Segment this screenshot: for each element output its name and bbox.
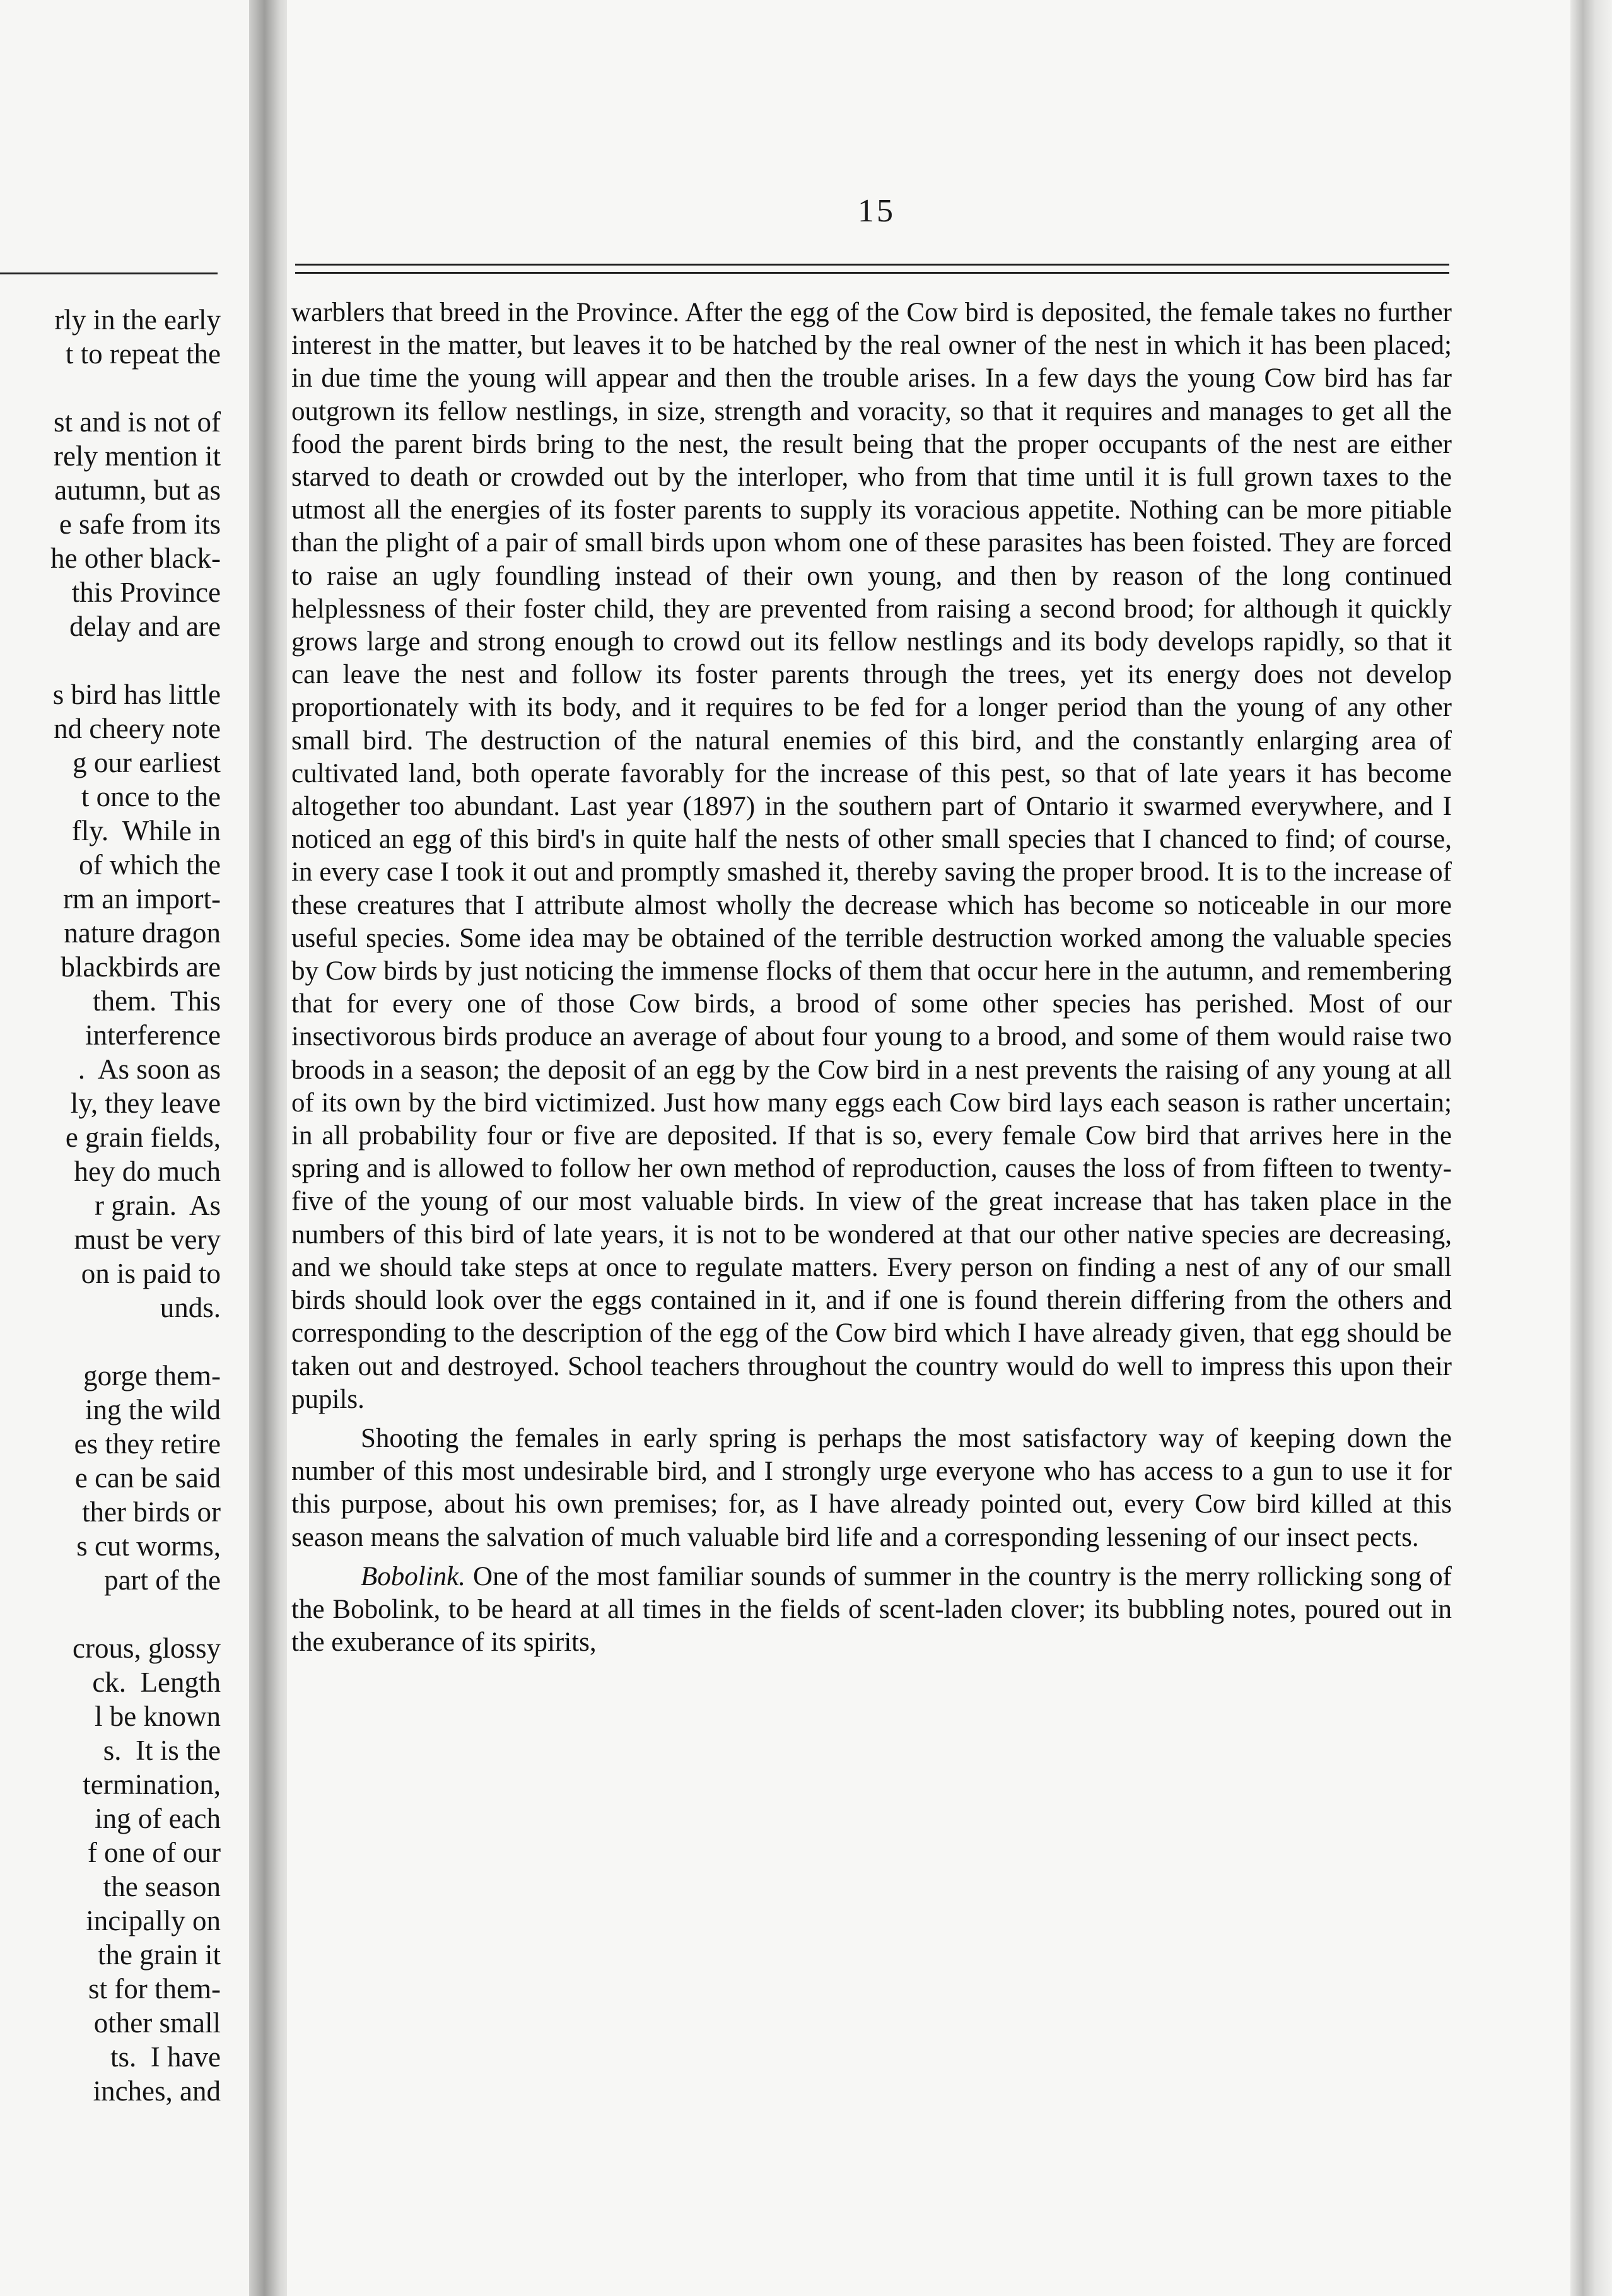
left-fragment-line: interference bbox=[85, 1019, 221, 1051]
left-fragment-line: crous, glossy bbox=[73, 1632, 221, 1664]
left-fragment-line bbox=[0, 371, 221, 405]
left-fragment-line: rly in the early bbox=[54, 304, 221, 336]
page-edge bbox=[1570, 0, 1612, 2296]
paragraph-cowbird bbox=[291, 296, 1452, 1416]
left-fragment-line: blackbirds are bbox=[61, 951, 221, 983]
left-fragment-line: e can be said bbox=[74, 1462, 221, 1494]
paragraph-text: Shooting the females in early spring is perhaps the most satisfactory way of keeping down the number of this most undesirable bird, and I strongly urge everyone who has access to a gun to use it for this purpose, about his own premises; for, as I have already pointed out, every Cow bird killed at this season means the salvation of much valuable bird life and a corresponding lessening of our insect pects. bbox=[291, 1423, 1452, 1552]
page-number: 15 bbox=[858, 193, 896, 229]
left-fragment-line: gorge them- bbox=[83, 1360, 221, 1391]
paragraph-text: warblers that breed in the Province. After the egg of the Cow bird is deposited, the female takes no further interest in the matter, but leaves it to be hatched by the real owner of the nest in which it has been placed; in due time the young will appear and then the trouble arises. In a few days the young Cow bird has far outgrown its fellow nestlings, in size, strength and voracity, so that it requires and manages to get all the food the parent birds bring to the nest, the result being that the proper occupants of the nest are either starved to death or crowded out by the interloper, who from that time until it is full grown taxes to the utmost all the energies of its foster parents to supply its voracious appetite. Nothing can be more pitiable than the plight of a pair of small birds upon whom one of these parasites has been foisted. They are forced to raise an ugly foundling instead of their own young, and then by reason of the long continued helplessness of their foster child, they are prevented from raising a second brood; for although it quickly grows large and strong enough to crowd out its fellow nestlings and its body develops rapidly, so that it can leave the nest and follow its foster parents through the trees, yet its energy does not develop proportionately with its body, and it requires to be fed for a longer period than the young of any other small bird. The destruction of the natural enemies of this bird, and the constantly enlarging area of cultivated land, both operate favorably for the increase of this pest, so that of late years it has become altogether too abundant. Last year (1897) in the southern part of Ontario it swarmed everywhere, and I noticed an egg of this bird's in quite half the nests of other small species that I chanced to find; of course, in every case I took it out and promptly smashed it, thereby saving the proper brood. It is to the increase of these creatures that I attribute almost wholly the decrease which has become so noticeable in our more useful species. Some idea may be obtained of the terrible destruction worked among the valuable species by Cow birds by just noticing the immense flocks of them that occur here in the autumn, and remembering that for every one of those Cow birds, a brood of some other species has perished. Most of our insectivorous birds produce an average of about four young to a brood, and some of them would raise two broods in a season; the deposit of an egg by the Cow bird in a nest prevents the raising of any young at all of its own by the bird victimized. Just how many eggs each Cow bird lays each season is rather uncertain; in all probability four or five are deposited. If that is so, every female Cow bird that arrives here in the spring and is allowed to follow her own method of reproduction, causes the loss of from fifteen to twenty-five of the young of our most valuable birds. In view of the great increase that has taken place in the numbers of this bird of late years, it is not to be wondered at that our other native species are decreasing, and we should take steps at once to regulate matters. Every person on finding a nest of any of our small birds should look over the eggs contained in it, and if one is found therein differing from the others and corresponding to the description of the egg of the Cow bird which I have already given, that egg should be taken out and destroyed. School teachers throughout the country would do well to impress this upon their pupils. bbox=[291, 298, 1452, 1414]
paragraph-bobolink bbox=[291, 1561, 1452, 1660]
left-fragment-line: st for them- bbox=[88, 1973, 221, 2005]
left-fragment-line: s. It is the bbox=[103, 1735, 221, 1766]
left-fragment-line: ing the wild bbox=[85, 1394, 221, 1426]
left-fragment-line: ts. I have bbox=[110, 2041, 221, 2073]
left-fragment-line: ly, they leave bbox=[70, 1087, 221, 1119]
left-fragment-line: s cut worms, bbox=[76, 1530, 221, 1562]
left-page-rule bbox=[0, 272, 218, 274]
left-fragment-line: them. This bbox=[93, 985, 221, 1017]
left-fragment-line: fly. While in bbox=[71, 815, 221, 846]
left-fragment-line: st and is not of bbox=[54, 406, 221, 438]
header-double-rule bbox=[295, 264, 1449, 274]
left-fragment-line: r grain. As bbox=[95, 1190, 221, 1221]
left-fragment-line: other small bbox=[93, 2007, 221, 2039]
left-fragment-line: l be known bbox=[95, 1701, 221, 1732]
left-fragment-line: autumn, but as bbox=[54, 474, 221, 506]
left-fragment-line: g our earliest bbox=[73, 747, 221, 778]
paragraph-text: One of the most familiar sounds of summer in the country is the merry rollicking song of the Bobolink, to be heard at all times in the fields of scent-laden clover; its bubbling notes, poured out in the exuberance of its spirits, bbox=[291, 1561, 1452, 1658]
left-fragment-line: t once to the bbox=[81, 781, 221, 812]
left-fragment-line: rm an import- bbox=[63, 883, 221, 915]
left-fragment-line: f one of our bbox=[87, 1837, 221, 1868]
left-fragment-line: must be very bbox=[74, 1224, 221, 1255]
left-fragment-line: incipally on bbox=[86, 1905, 221, 1936]
left-fragment-line: ing of each bbox=[95, 1803, 221, 1834]
left-fragment-line bbox=[0, 1597, 221, 1631]
left-fragment-line: . As soon as bbox=[78, 1053, 221, 1085]
left-fragment-line bbox=[0, 1325, 221, 1359]
left-fragment-line: nd cheery note bbox=[54, 713, 221, 744]
left-fragment-line: delay and are bbox=[69, 611, 221, 642]
paragraph-shooting bbox=[291, 1422, 1452, 1554]
left-fragment-line: rely mention it bbox=[54, 440, 221, 472]
left-fragment-line: he other black- bbox=[50, 542, 221, 574]
left-fragment-line: t to repeat the bbox=[65, 338, 221, 370]
left-fragment-line: es they retire bbox=[74, 1428, 221, 1460]
left-page-fragment bbox=[0, 0, 259, 2296]
left-fragment-line: s bird has little bbox=[52, 679, 221, 710]
page-body bbox=[291, 296, 1452, 1659]
left-fragment-line: inches, and bbox=[93, 2075, 221, 2107]
left-fragment-line: termination, bbox=[83, 1769, 221, 1800]
left-fragment-line bbox=[0, 643, 221, 677]
left-fragment-line: part of the bbox=[104, 1564, 221, 1596]
left-fragment-line: nature dragon bbox=[64, 917, 221, 949]
bobolink-heading: Bobolink. bbox=[361, 1561, 465, 1591]
left-fragment-line: on is paid to bbox=[81, 1258, 221, 1289]
left-fragment-line: the grain it bbox=[98, 1939, 221, 1971]
left-fragment-line: ther birds or bbox=[82, 1496, 221, 1528]
left-fragment-line: hey do much bbox=[74, 1156, 221, 1187]
left-fragment-line: of which the bbox=[79, 849, 221, 881]
left-fragment-line: this Province bbox=[71, 577, 221, 608]
left-fragment-line: e safe from its bbox=[59, 508, 221, 540]
left-fragment-line: ck. Length bbox=[92, 1666, 221, 1698]
left-fragment-line: the season bbox=[103, 1871, 221, 1902]
left-page-text bbox=[0, 303, 221, 2108]
left-fragment-line: e grain fields, bbox=[65, 1122, 221, 1153]
left-fragment-line: unds. bbox=[160, 1292, 221, 1323]
